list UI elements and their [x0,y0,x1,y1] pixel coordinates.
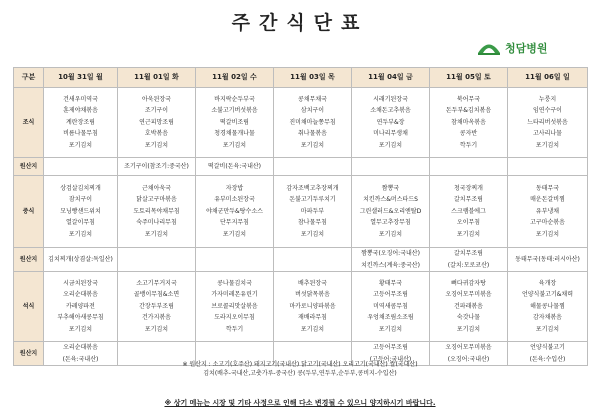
menu-item: 황태무국 [378,279,403,287]
menu-item: 닭살고구마볶음 [136,196,177,204]
menu-item: 포기김치 [535,230,560,238]
origin-row [14,158,588,176]
menu-cell [44,88,118,158]
hospital-logo-icon [476,40,502,56]
menu-item: 고사리나물 [533,130,562,138]
menu-item: 북어무국 [456,95,481,103]
origin-cell [118,158,196,176]
origin-cell [118,248,196,272]
menu-item: 호박볶음 [144,130,169,138]
menu-item: 뼈다귀감자탕 [451,279,486,287]
menu-item: 조기구이 [144,107,169,115]
menu-item: 참나물무침 [298,219,327,227]
menu-item: 배추된장국 [298,279,327,287]
origin-text: (고등어:국내산) [369,355,412,363]
menu-item: 바지락순두부국 [214,95,255,103]
header-day: 11월 06일 일 [508,68,588,88]
menu-item: 아욱된장국 [142,95,171,103]
menu-item: 느타리버섯볶음 [527,118,568,126]
menu-item: 열갈이무침 [66,219,95,227]
origin-cell [508,248,588,272]
origin-cell [430,248,508,272]
menu-item: 재배라무침 [298,314,327,322]
menu-item: 감자채볶음 [533,314,562,322]
menu-cell [196,88,274,158]
menu-item: 동태무국 [535,184,560,192]
menu-item: 떡갈비조림 [220,118,249,126]
menu-cell [196,272,274,342]
origin-text: 오징어모무미볶음 [445,344,492,351]
header-day: 11월 03일 목 [274,68,352,88]
menu-cell [118,176,196,248]
menu-item: 포기김치 [222,141,247,149]
menu-cell [508,88,588,158]
menu-item: 포기김치 [378,141,403,149]
menu-item: 잠치구이 [68,196,93,204]
menu-item: 숙주미나리무침 [136,219,177,227]
menu-item: 도라지오이무침 [214,314,255,322]
hospital-logo [476,40,548,56]
menu-item: 포기김치 [144,141,169,149]
menu-item: 자장밥 [225,184,244,192]
menu-item: 포기김치 [456,325,481,333]
menu-cell [274,88,352,158]
menu-item: 연근피망조림 [139,118,174,126]
menu-item: 가자미레몬유린기 [211,291,258,299]
origin-cell [274,158,352,176]
menu-item: 브로콜리맛살볶음 [211,302,258,310]
menu-item: 계란장조림 [66,118,95,126]
menu-item: 포기김치 [300,141,325,149]
menu-item: 훈제야채볶음 [63,107,98,115]
page-title: 주간식단표 [231,12,369,34]
menu-item: 육개장 [538,279,557,287]
menu-item: 진미채마늘쫑무침 [289,118,336,126]
origin-note-line: ※ 원산지 : 소고기(호주산) 돼지고기(국내산) 닭고기(국내산) 오리고기(국내산) 쌀(국내산) [182,361,418,368]
menu-item: 우엉채조림소조림 [367,314,414,322]
header-day: 10월 31일 월 [44,68,118,88]
menu-item: 포기김치 [68,325,93,333]
menu-item: 참채마옥볶음 [451,118,486,126]
menu-item: 마카로니양파볶음 [289,302,336,310]
menu-item: 짬뽕국 [381,184,400,192]
menu-item: 포기김치 [300,230,325,238]
menu-item: 포기김치 [378,230,403,238]
origin-label: 원산지 [14,158,44,176]
menu-item: 오이무침 [456,219,481,227]
header-day: 11월 02일 수 [196,68,274,88]
weekly-menu-table [13,67,588,366]
menu-item: 포기김치 [144,230,169,238]
menu-item: 해물콩나물찜 [530,302,565,310]
origin-text: (오징어:국내산) [447,355,490,363]
menu-item: 누룽지 [538,95,557,103]
menu-item: 매운돈갈비찜 [530,196,565,204]
menu-cell [274,272,352,342]
menu-cell [352,272,430,342]
origin-text: 오리순대볶음 [63,344,98,351]
menu-item: 포기김치 [535,325,560,333]
menu-item: 돈불고기두루치기 [289,196,336,204]
meal-row [14,176,588,248]
menu-item: 포기김치 [222,230,247,238]
menu-item: 근채아욱국 [142,184,171,192]
menu-item: 갈치무조림 [454,196,483,204]
menu-item: 콩채무채국 [298,95,327,103]
menu-item: 포기김치 [378,325,403,333]
menu-item: 비름나물무침 [63,130,98,138]
header-row [14,68,588,88]
header-day: 11월 04일 금 [352,68,430,88]
origin-text: (돈육:국내산) [62,355,99,363]
menu-item: 포기김치 [144,325,169,333]
menu-item: 고등어무조림 [373,291,408,299]
origin-cell [44,248,118,272]
origin-text: 김치찌개(상겸살:독일산) [48,255,113,263]
origin-label: 원산지 [14,248,44,272]
menu-item: 오리순대볶음 [63,291,98,299]
origin-text: 떡갈비(돈육:국내산) [207,162,262,170]
origin-text: 언양식불고기 [530,344,565,351]
menu-item: 단무지무침 [220,219,249,227]
origin-cell [44,158,118,176]
menu-item: 모닝빵샌드위치 [60,207,101,215]
menu-item: 콩자반 [459,130,478,138]
header-day: 11월 05일 토 [430,68,508,88]
meal-row [14,272,588,342]
menu-item: 청국장찌개 [454,184,483,192]
menu-item: 열무고추장무침 [370,219,411,227]
menu-item: 미나리무생채 [373,130,408,138]
origin-text: 조기구이(참조기:중국산) [124,162,189,170]
header-gubun: 구분 [14,68,44,88]
menu-cell [352,88,430,158]
menu-item: 미역새콤무침 [373,302,408,310]
menu-item: 포기김치 [535,141,560,149]
menu-item: 삼치구이 [300,107,325,115]
menu-cell [430,176,508,248]
menu-item: 상검살김치찌개 [60,184,101,192]
menu-item: 버섯닭목볶음 [295,291,330,299]
menu-item: 콩나물김치국 [217,279,252,287]
menu-item: 연두부&장 [376,118,405,126]
origin-text: 고등어무조림 [373,344,408,351]
menu-item: 치킨까스&머스타드S [363,196,418,204]
menu-item: 포기김치 [456,230,481,238]
menu-item: 건파래볶음 [454,302,483,310]
menu-cell [430,88,508,158]
menu-item: 감자조백고추장찌개 [286,184,339,192]
origin-text: (갈치:모로코산) [447,261,490,269]
origin-text: (돈육:수입산) [529,355,566,363]
menu-item: 스크램블에그 [451,207,486,215]
origin-text: 동태무국(동태:러시아산) [515,255,580,263]
menu-item: 숙갓나물 [456,314,481,322]
menu-item: 건새우미역국 [63,95,98,103]
menu-item: 그린샐러드&오리엔탈D [359,207,422,215]
origin-cell [196,248,274,272]
menu-item: 청경채물개나물 [214,130,255,138]
meal-label: 중식 [14,176,44,248]
origin-cell [508,158,588,176]
menu-item: 고구마순볶음 [530,219,565,227]
menu-item: 부추해아새콩무침 [57,314,104,322]
origin-cell [352,248,430,272]
origin-cell [196,158,274,176]
hospital-name: 청담병원 [505,42,548,55]
menu-cell [508,176,588,248]
menu-item: 건가지볶음 [142,314,171,322]
menu-cell [118,272,196,342]
menu-item: 도토리목야채무침 [133,207,180,215]
menu-cell [44,176,118,248]
menu-item: 소불고기버섯볶음 [211,107,258,115]
menu-cell [274,176,352,248]
menu-item: 야채군만두&탕수소스 [206,207,263,215]
menu-item: 시래기된장국 [373,95,408,103]
origin-text: 짬뽕국(오징어:국내산) [361,250,420,257]
menu-item: 깍두기 [225,325,244,333]
origin-text: 치킨까스(계육:중국산) [361,261,420,269]
menu-cell [196,176,274,248]
menu-item: 시금치된장국 [63,279,98,287]
menu-item: 언양식불고기&채력 [521,291,574,299]
origin-cell [430,158,508,176]
origin-cell [352,158,430,176]
menu-item: 유부냉채 [535,207,560,215]
meal-label: 석식 [14,272,44,342]
menu-cell [508,272,588,342]
menu-cell [118,88,196,158]
menu-item: 소고기무거지국 [136,279,177,287]
change-warning: ※ 상기 메뉴는 시장 및 기타 사정으로 인해 다소 변경될 수 있으니 양지하시기 바랍니다. [164,399,436,407]
menu-item: 마파두부 [300,207,325,215]
menu-item: 소채돈고추볶음 [370,107,411,115]
menu-item: 카레양파전 [66,302,95,310]
menu-item: 유부미소된장국 [214,196,255,204]
menu-item: 포기김치 [68,141,93,149]
menu-cell [430,272,508,342]
menu-item: 간장두부조림 [139,302,174,310]
header-day: 11월 01일 화 [118,68,196,88]
origin-row [14,248,588,272]
origin-note-line: 김치(배추-국내산,고춧가루-중국산) 콩(두부,연두부,순두부,콩비지-수입산) [203,370,397,377]
menu-item: 취나물볶음 [298,130,327,138]
origin-notes [0,360,600,378]
menu-item: 임연수구이 [533,107,562,115]
origin-label: 원산지 [14,342,44,366]
menu-item: 오징어모무미볶음 [445,291,492,299]
menu-cell [44,272,118,342]
meal-label: 조식 [14,88,44,158]
meal-row [14,88,588,158]
menu-item: 포기김치 [300,325,325,333]
origin-text: 갈치무조림 [454,250,483,257]
menu-cell [352,176,430,248]
origin-cell [274,248,352,272]
menu-item: 돈두부&김치볶음 [445,107,492,115]
menu-item: 골뱅이무침&소면 [133,291,180,299]
menu-item: 포기김치 [68,230,93,238]
menu-item: 깍두기 [459,141,478,149]
